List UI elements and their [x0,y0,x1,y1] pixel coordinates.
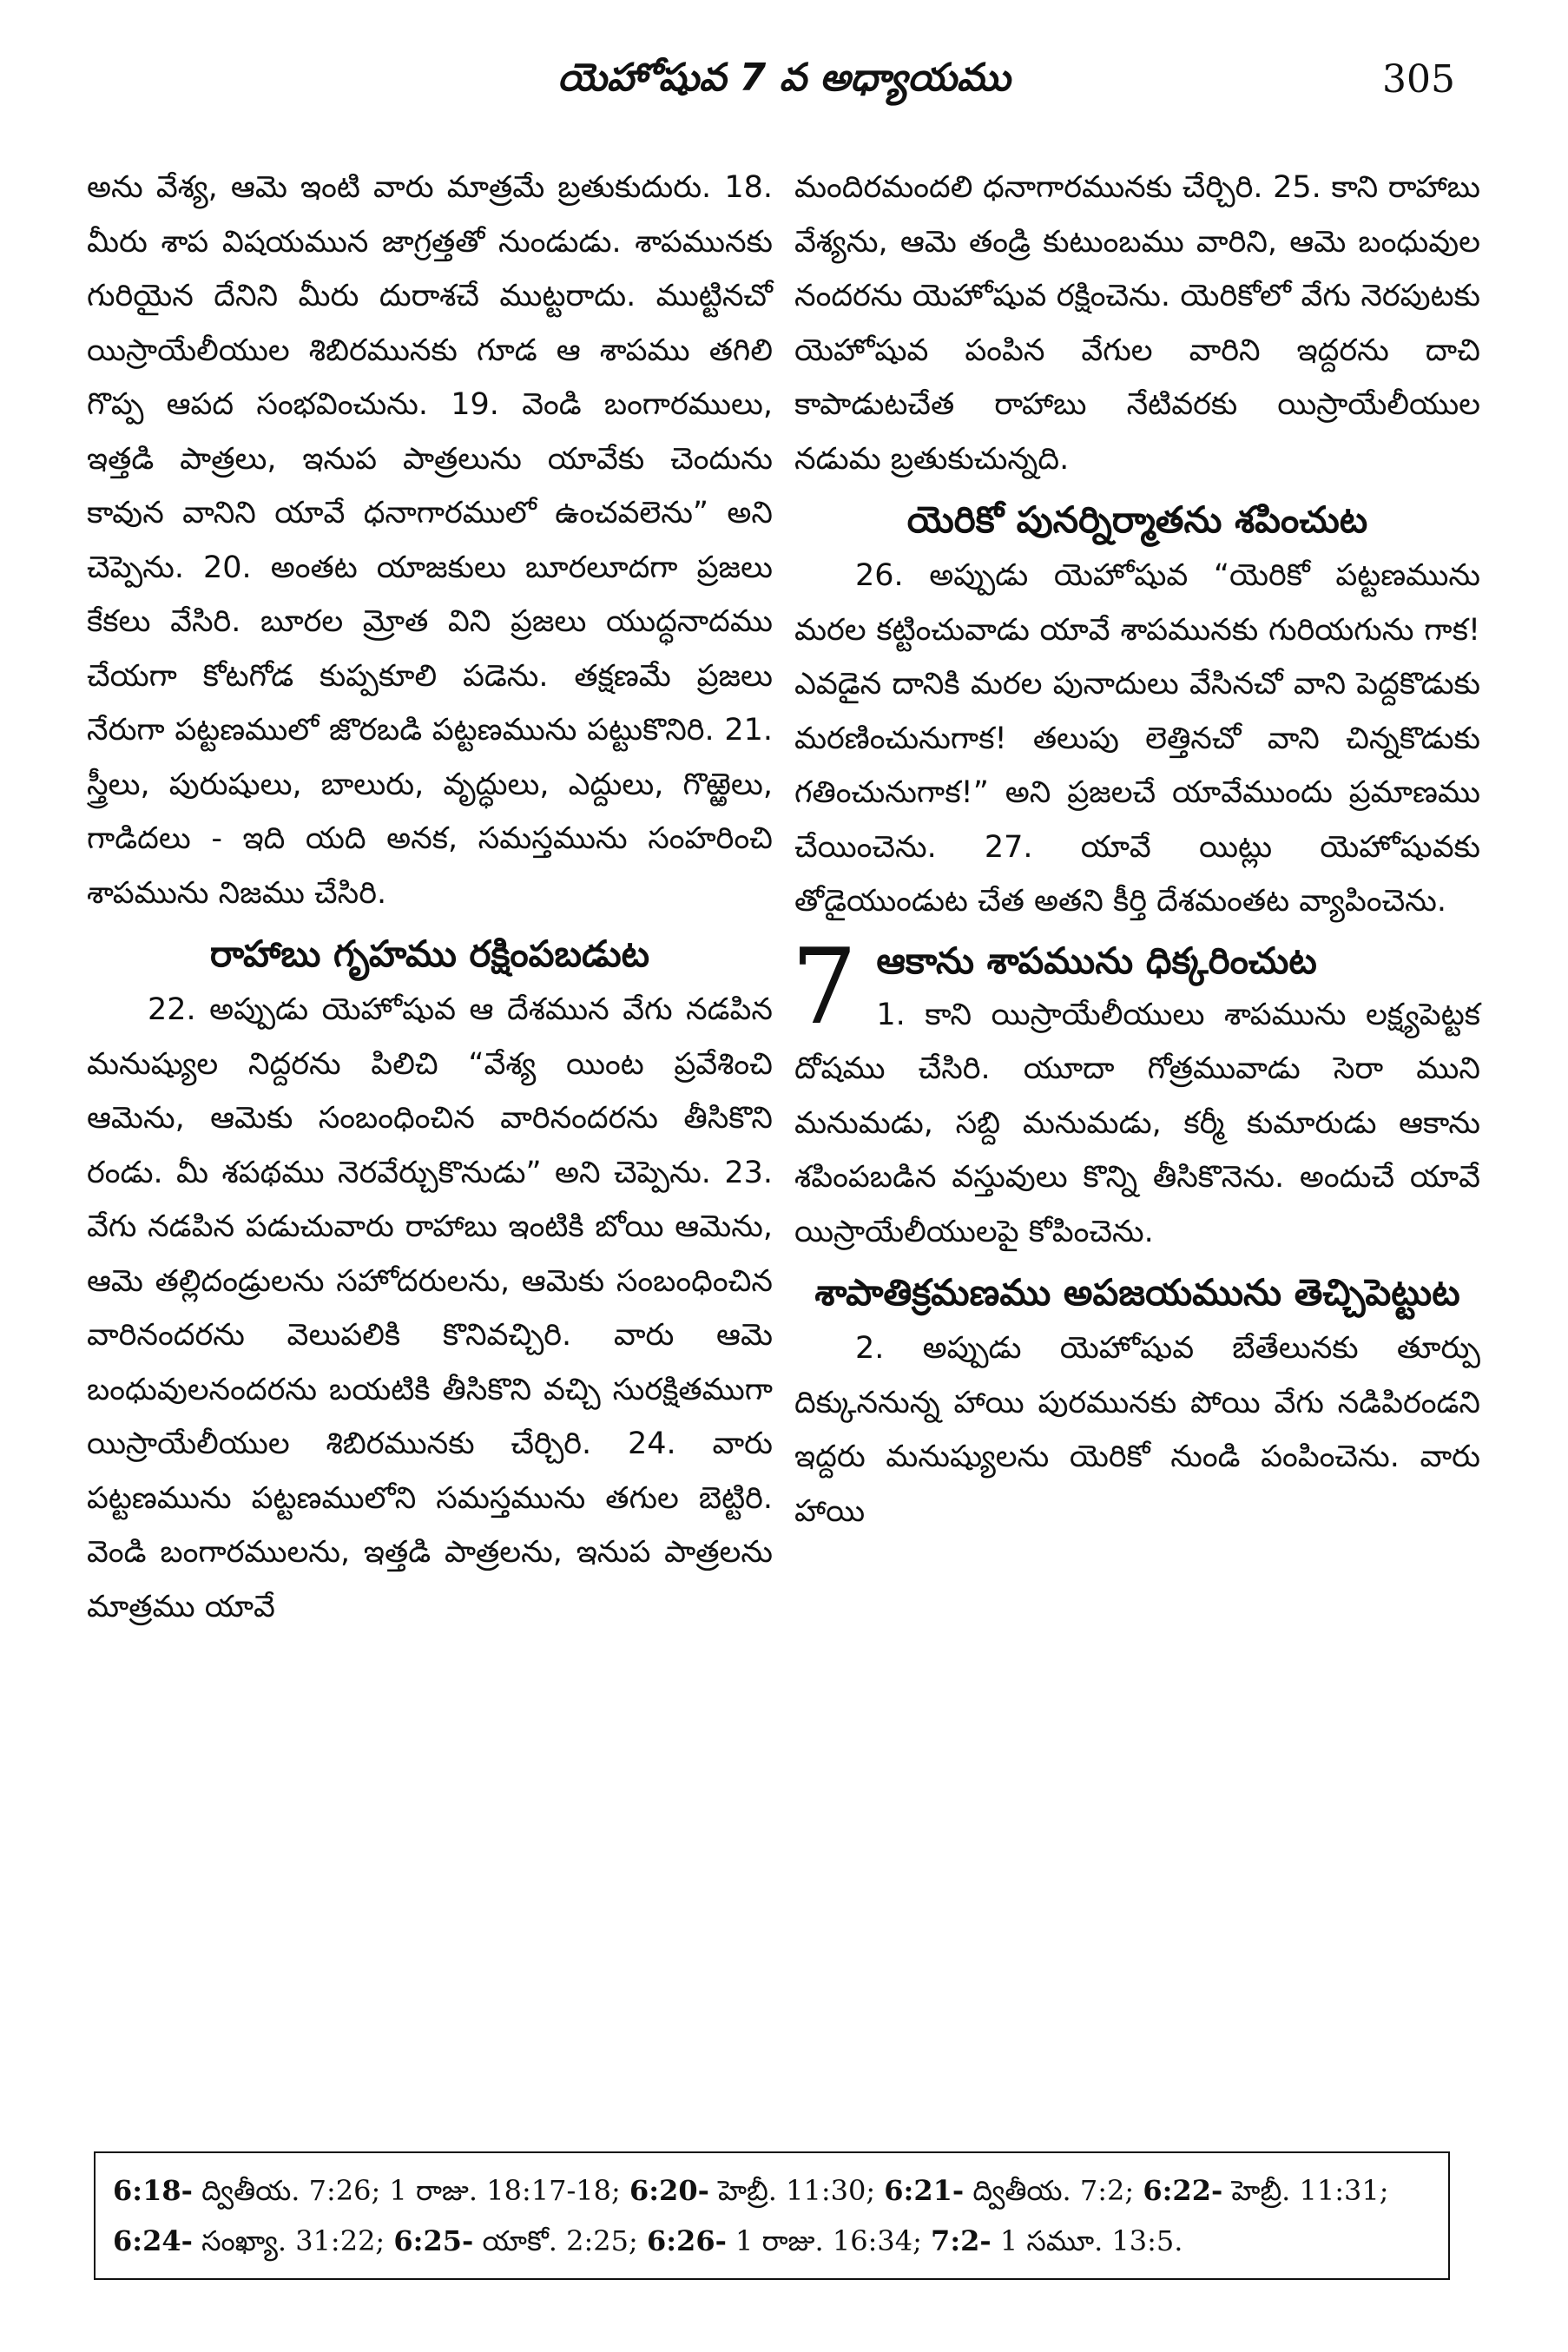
footnote-ref: 6:21- [884,2174,965,2207]
paragraph: 26. అప్పుడు యెహోషువ “యెరికో పట్టణమును మరల కట్టించువాడు యావే శాపమునకు గురియగును గాక! ఎవడైన దానికి మరల పునాదులు వేసినచో వాని పెద్దకొడుకు మరణించునుగాక! తలుపు లెత్తినచో వాని చిన్నకొడుకు గతించునుగాక!” అని ప్రజలచే యావేముందు ప్రమాణము చేయించెను. 27. యావే యిట్లు యెహోషువకు తోడైయుండుట చేత అతని కీర్తి దేశమంతట వ్యాపించెను. [794,558,1480,919]
right-column [791,161,1480,1538]
footnote-ref: 6:18- [113,2174,193,2207]
footnote-text: 1 రాజు. 16:34; [726,2224,932,2257]
paragraph: మందిరమందలి ధనాగారమునకు చేర్చిరి. 25. కాని రాహాబు వేశ్యను, ఆమె తండ్రి కుటుంబము వారిని, ఆమె బంధువుల నందరను యెహోషువ రక్షించెను. యెరికోలో వేగు నెరపుటకు యెహోషువ పంపిన వేగుల వారిని ఇద్దరను దాచి కాపాడుటచేత రాహాబు నేటివరకు యిస్రాయేలీయుల నడుమ బ్రతుకుచున్నది. [794,170,1480,477]
section-heading: ఆకాను శాపమును ధిక్కరించుట [876,939,1317,982]
section-heading: రాహాబు గృహము రక్షింపబడుట [209,932,650,975]
paragraph: 22. అప్పుడు యెహోషువ ఆ దేశమున వేగు నడపిన మనుష్యుల నిద్దరను పిలిచి “వేశ్య యింట ప్రవేశించి ఆమెను, ఆమెకు సంబంధించిన వారినందరను తీసికొని రండు. మీ శపథము నెరవేర్చుకొనుడు” అని చెప్పెను. 23. వేగు నడపిన పడుచువారు రాహాబు ఇంటికి బోయి ఆమెను, ఆమె తల్లిదండ్రులను సహోదరులను, ఆమెకు సంబంధించిన వారినందరను వెలుపలికి కొనివచ్చిరి. వారు ఆమె బంధువులనందరను బయటికి తీసికొని వచ్చి సురక్షితముగా యిస్రాయేలీయుల శిబిరమునకు చేర్చిరి. 24. వారు పట్టణమును పట్టణములోని సమస్తమును తగుల బెట్టిరి. వెండి బంగారములను, ఇత్తడి పాత్రలను, ఇనుప పాత్రలను మాత్రము యావే [87,992,773,1624]
footnote-text: సంఖ్యా. 31:22; [192,2224,394,2257]
footnote-text: ద్వితీయ. 7:2; [964,2174,1143,2207]
running-header [87,45,1481,123]
chapter-start [791,926,1480,1260]
footnote-text: 1 సమూ. 13:5. [991,2224,1183,2257]
footnote-text: ద్వితీయ. 7:26; 1 రాజు. 18:17-18; [192,2174,629,2207]
section-heading: యెరికో పునర్నిర్మాతను శపించుట [906,498,1368,541]
footnote-ref: 6:22- [1143,2174,1223,2207]
left-column [87,161,773,1634]
paragraph: అను వేశ్య, ఆమె ఇంటి వారు మాత్రమే బ్రతుకుదురు. 18. మీరు శాప విషయమున జాగ్రత్తతో నుండుడు. శాపమునకు గురియైన దేనిని మీరు దురాశచే ముట్టరాదు. ముట్టినచో యిస్రాయేలీయుల శిబిరమునకు గూడ ఆ శాపము తగిలి గొప్ప ఆపద సంభవించును. 19. వెండి బంగారములు, ఇత్తడి పాత్రలు, ఇనుప పాత్రలును యావేకు చెందును కావున వానిని యావే ధనాగారములో ఉంచవలెను” అని చెప్పెను. 20. అంతట యాజకులు బూరలూదగా ప్రజలు కేకలు వేసిరి. బూరల మ్రోత విని ప్రజలు యుద్ధనాదము చేయగా కోటగోడ కుప్పకూలి పడెను. తక్షణమే ప్రజలు నేరుగా పట్టణములో జొరబడి పట్టణమును పట్టుకొనిరి. 21. స్త్రీలు, పురుషులు, బాలురు, వృద్ధులు, ఎద్దులు, గొఱ్ఱెలు, గాడిదలు - ఇది యది అనక, సమస్తమును సంహరించి శాపమును నిజము చేసిరి. [87,170,773,911]
footnote-ref: 6:24- [113,2224,193,2257]
chapter-number: 7 [791,926,858,1048]
footnote-text: హెబ్రీ. 11:30; [708,2174,885,2207]
paragraph: 2. అప్పుడు యెహోషువ బేతేలునకు తూర్పు దిక్కుననున్న హాయి పురమునకు పోయి వేగు నడిపిరండని ఇద్దరు మనుష్యులను యెరికో నుండి పంపించెను. వారు హాయి [794,1331,1480,1529]
footnote-ref: 6:25- [393,2224,474,2257]
footnote-text: హెబ్రీ. 11:31; [1222,2174,1389,2207]
cross-reference-box [94,2151,1450,2280]
footnote-ref: 6:20- [629,2174,709,2207]
page-number: 305 [1382,57,1455,102]
footnote-ref: 7:2- [931,2224,992,2257]
footnote-ref: 6:26- [646,2224,727,2257]
running-title: యెహోషువ 7 వ అధ్యాయము [557,56,1011,100]
section-heading: శాపాతిక్రమణము అపజయమును తెచ్చిపెట్టుట [814,1271,1460,1314]
footnote-text: యాకో. 2:25; [473,2224,647,2257]
paragraph: 1. కాని యిస్రాయేలీయులు శాపమును లక్ష్యపెట్టక దోషము చేసిరి. యూదా గోత్రమువాడు సెరా ముని మనుమడు, సబ్ది మనుమడు, కర్మీ కుమారుడు ఆకాను శపింపబడిన వస్తువులు కొన్ని తీసికొనెను. అందుచే యావే యిస్రాయేలీయులపై కోపించెను. [794,997,1480,1249]
